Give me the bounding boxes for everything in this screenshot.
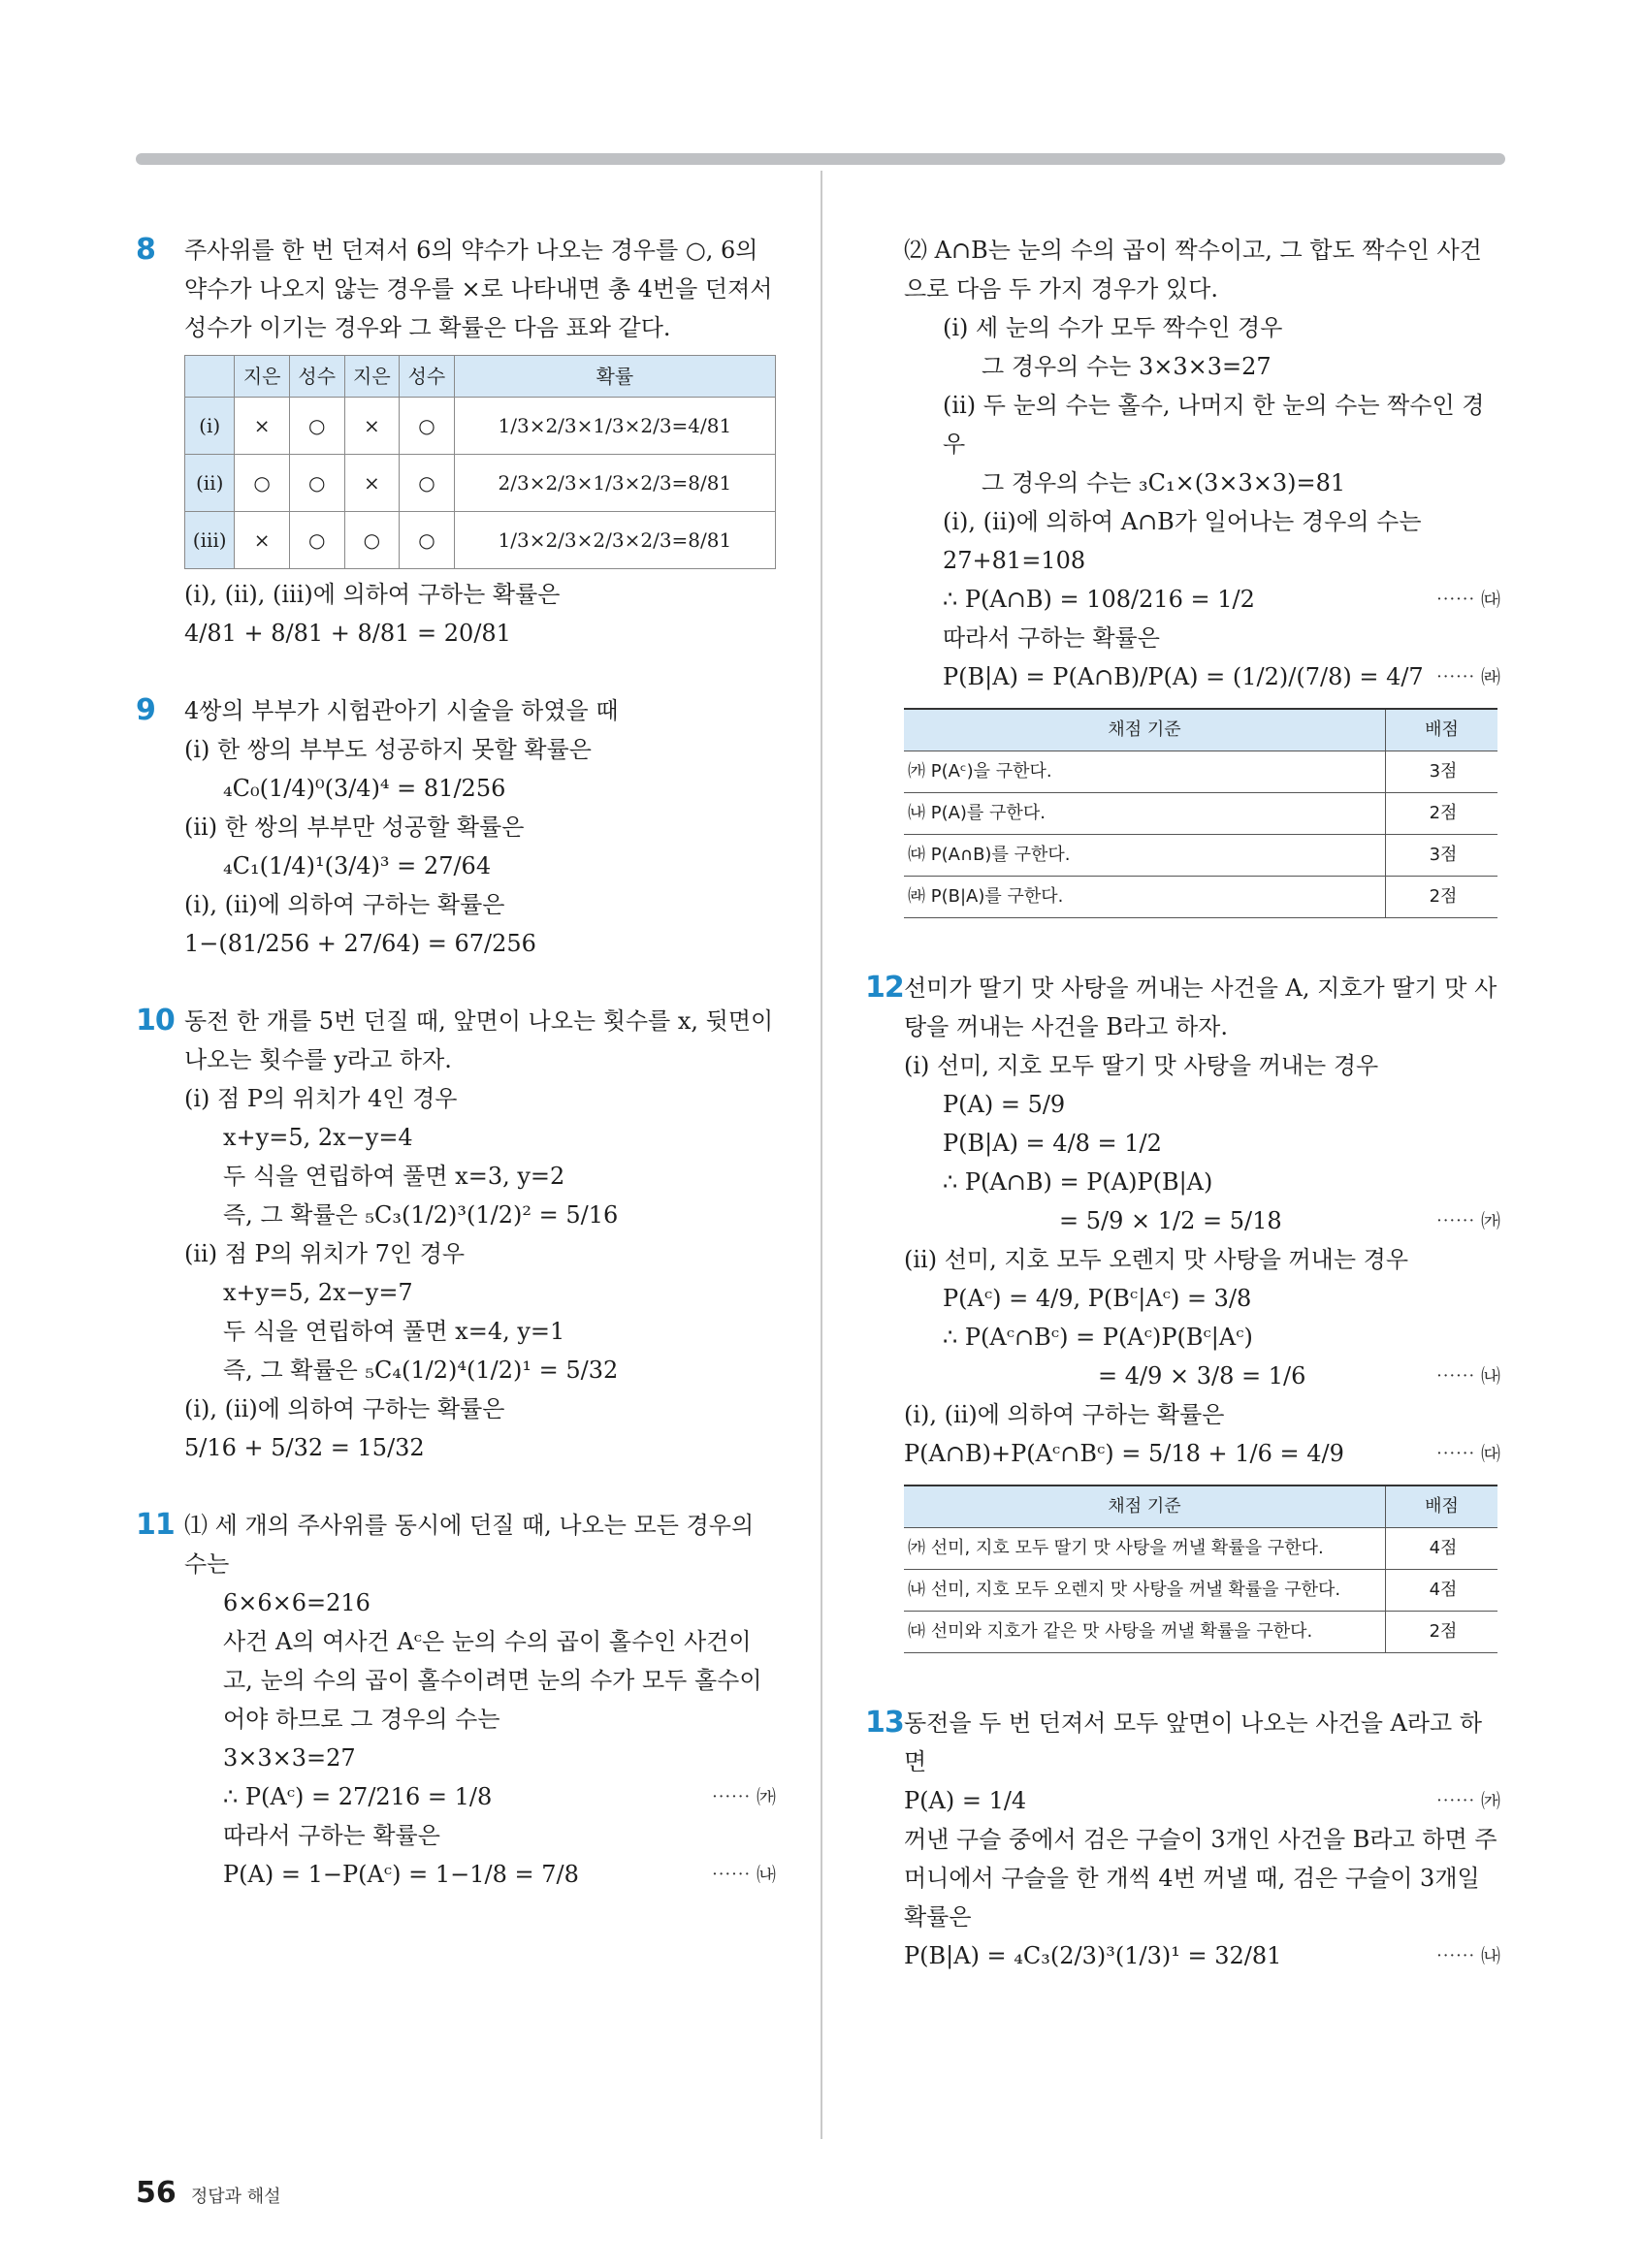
points: 4점	[1386, 1570, 1498, 1612]
problem-8	[136, 231, 776, 653]
solution-line: 두 식을 연립하여 풀면 x=3, y=2	[223, 1163, 565, 1190]
table-row	[904, 877, 1497, 918]
step-marker: ⋯⋯ ㈏	[1435, 1944, 1500, 1967]
formula-line: P(A) = 5/9	[943, 1091, 1066, 1118]
header-bar	[136, 153, 1505, 165]
table-row	[904, 793, 1497, 835]
table-cell: ○	[289, 455, 344, 512]
criterion: ㈐ 선미와 지호가 같은 맛 사탕을 꺼낼 확률을 구한다.	[904, 1612, 1386, 1653]
problem-number: 9	[136, 693, 155, 727]
step-marker: ⋯⋯ ㈑	[1435, 665, 1500, 688]
table-cell: ○	[400, 512, 455, 569]
problem-11-part2	[904, 231, 1500, 918]
points: 2점	[1386, 1612, 1498, 1653]
solution-line: (ⅰ) 세 눈의 수가 모두 짝수인 경우	[943, 314, 1283, 341]
formula-text: P(A) = 1/4	[904, 1787, 1027, 1814]
page-footer	[136, 2176, 281, 2210]
solution-line: (ⅰ), (ⅱ), (ⅲ)에 의하여 구하는 확률은	[184, 581, 561, 608]
problem-number: 11	[136, 1508, 175, 1542]
formula-line	[904, 1936, 1500, 1975]
points-header: 배점	[1386, 1485, 1498, 1528]
formula-text: P(A) = 1−P(Aᶜ) = 1−1/8 = 7/8	[223, 1861, 579, 1888]
criterion: ㈏ P(A)를 구한다.	[904, 793, 1386, 835]
solution-line: (ⅱ) 점 P의 위치가 7인 경우	[184, 1240, 466, 1267]
solution-line: (ⅰ), (ⅱ)에 의하여 구하는 확률은	[184, 891, 505, 918]
problem-13	[865, 1704, 1500, 1975]
table-cell: ○	[289, 512, 344, 569]
solution-line: (ⅰ), (ⅱ)에 의하여 A∩B가 일어나는 경우의 수는	[943, 508, 1422, 535]
step-marker: ⋯⋯ ㈎	[1435, 1789, 1500, 1812]
step-marker: ⋯⋯ ㈎	[711, 1785, 776, 1808]
formula-line: 3×3×3=27	[223, 1744, 356, 1772]
scoring-header: 채점 기준	[904, 709, 1386, 751]
solution-line: 두 식을 연립하여 풀면 x=4, y=1	[223, 1318, 565, 1345]
solution-line: (ⅰ), (ⅱ)에 의하여 구하는 확률은	[184, 1395, 505, 1422]
scoring-table	[904, 708, 1497, 918]
table-row	[185, 455, 776, 512]
solution-line: 꺼낸 구슬 중에서 검은 구슬이 3개인 사건을 B라고 하면 주머니에서 구슬을 한 개씩 4번 꺼낼 때, 검은 구슬이 3개일 확률은	[904, 1826, 1497, 1931]
problem-10	[136, 1002, 776, 1467]
solution-line: ⑵ A∩B는 눈의 수의 곱이 짝수이고, 그 합도 짝수인 사건으로 다음 두 가지 경우가 있다.	[904, 237, 1482, 303]
formula-line: ₄C₁(1/4)¹(3/4)³ = 27/64	[223, 852, 492, 879]
left-column	[136, 231, 776, 1894]
scoring-header: 채점 기준	[904, 1485, 1386, 1528]
solution-line: 사건 A의 여사건 Aᶜ은 눈의 수의 곱이 홀수인 사건이고, 눈의 수의 곱이 홀수이려면 눈의 수가 모두 홀수이어야 하므로 그 경우의 수는	[223, 1628, 762, 1733]
problem-text: 선미가 딸기 맛 사탕을 꺼내는 사건을 A, 지호가 딸기 맛 사탕을 꺼내는 사건을 B라고 하자.	[904, 974, 1497, 1040]
table-cell: ○	[400, 398, 455, 455]
formula-line: 4/81 + 8/81 + 8/81 = 20/81	[184, 620, 511, 647]
points-header: 배점	[1386, 709, 1498, 751]
row-label: (ⅱ)	[185, 455, 235, 512]
problem-9	[136, 691, 776, 963]
right-column	[865, 231, 1500, 1975]
formula-line: x+y=5, 2x−y=7	[223, 1279, 413, 1306]
formula-line: P(Aᶜ) = 4/9, P(Bᶜ|Aᶜ) = 3/8	[943, 1285, 1252, 1312]
formula-line: ∴ P(A∩B) = P(A)P(B|A)	[943, 1168, 1213, 1196]
formula-line: 6×6×6=216	[223, 1589, 370, 1616]
table-cell: ×	[344, 455, 400, 512]
table-cell: ○	[400, 455, 455, 512]
step-marker: ⋯⋯ ㈏	[1435, 1364, 1500, 1388]
table-header: 성수	[289, 356, 344, 398]
column-divider	[821, 171, 822, 2139]
formula-text: P(B|A) = P(A∩B)/P(A) = (1/2)/(7/8) = 4/7	[943, 663, 1424, 690]
formula-line: x+y=5, 2x−y=4	[223, 1124, 413, 1151]
points: 4점	[1386, 1528, 1498, 1570]
row-label: (ⅲ)	[185, 512, 235, 569]
table-header: 확률	[454, 356, 775, 398]
table-cell: ×	[235, 398, 290, 455]
table-cell: ○	[235, 455, 290, 512]
solution-line: (ⅰ), (ⅱ)에 의하여 구하는 확률은	[904, 1401, 1225, 1428]
formula-line	[184, 1777, 776, 1816]
solution-line: (ⅰ) 점 P의 위치가 4인 경우	[184, 1085, 458, 1112]
formula-line: 27+81=108	[943, 547, 1086, 574]
solution-line: 따라서 구하는 확률은	[943, 624, 1160, 652]
probability-cell: 1/3×2/3×2/3×2/3=8/81	[454, 512, 775, 569]
table-cell: ○	[289, 398, 344, 455]
formula-line	[904, 1434, 1500, 1473]
problem-number: 12	[865, 971, 904, 1005]
step-marker: ⋯⋯ ㈏	[711, 1863, 776, 1886]
solution-line: ⑴ 세 개의 주사위를 동시에 던질 때, 나오는 모든 경우의 수는	[184, 1512, 755, 1578]
table-row	[904, 1528, 1497, 1570]
points: 3점	[1386, 835, 1498, 877]
formula-line	[904, 1201, 1500, 1240]
problem-text: 4쌍의 부부가 시험관아기 시술을 하였을 때	[184, 697, 619, 724]
solution-line: (ⅰ) 선미, 지호 모두 딸기 맛 사탕을 꺼내는 경우	[904, 1052, 1379, 1079]
criterion: ㈐ P(A∩B)를 구한다.	[904, 835, 1386, 877]
formula-line	[904, 1781, 1500, 1820]
step-marker: ⋯⋯ ㈎	[1435, 1209, 1500, 1232]
formula-text: = 4/9 × 3/8 = 1/6	[1098, 1362, 1306, 1390]
table-row	[185, 398, 776, 455]
solution-line: (ⅱ) 두 눈의 수는 홀수, 나머지 한 눈의 수는 짝수인 경우	[943, 392, 1485, 458]
table-cell: ×	[344, 398, 400, 455]
scoring-table	[904, 1485, 1497, 1653]
points: 3점	[1386, 751, 1498, 793]
criterion: ㈎ P(Aᶜ)을 구한다.	[904, 751, 1386, 793]
problem-number: 13	[865, 1706, 904, 1740]
problem-text: 동전 한 개를 5번 던질 때, 앞면이 나오는 횟수를 x, 뒷면이 나오는 횟수를 y라고 하자.	[184, 1007, 774, 1073]
table-header: 지은	[235, 356, 290, 398]
formula-text: P(A∩B)+P(Aᶜ∩Bᶜ) = 5/18 + 1/6 = 4/9	[904, 1440, 1344, 1467]
table-cell: ×	[235, 512, 290, 569]
formula-line: ∴ P(Aᶜ∩Bᶜ) = P(Aᶜ)P(Bᶜ|Aᶜ)	[943, 1324, 1253, 1351]
formula-line: 1−(81/256 + 27/64) = 67/256	[184, 930, 536, 957]
formula-line: 즉, 그 확률은 ₅C₃(1/2)³(1/2)² = 5/16	[223, 1201, 619, 1229]
table-row	[904, 835, 1497, 877]
formula-line: 그 경우의 수는 ₃C₁×(3×3×3)=81	[982, 469, 1346, 496]
formula-line	[904, 1357, 1500, 1395]
problem-text: 동전을 두 번 던져서 모두 앞면이 나오는 사건을 A라고 하면	[904, 1709, 1483, 1775]
formula-line	[904, 580, 1500, 619]
points: 2점	[1386, 877, 1498, 918]
formula-line: 5/16 + 5/32 = 15/32	[184, 1434, 425, 1461]
table-cell: ○	[344, 512, 400, 569]
formula-text: ∴ P(Aᶜ) = 27/216 = 1/8	[223, 1783, 493, 1810]
step-marker: ⋯⋯ ㈐	[1435, 588, 1500, 611]
table-row	[904, 1612, 1497, 1653]
table-header: 지은	[344, 356, 400, 398]
criterion: ㈎ 선미, 지호 모두 딸기 맛 사탕을 꺼낼 확률을 구한다.	[904, 1528, 1386, 1570]
points: 2점	[1386, 793, 1498, 835]
formula-line: 즉, 그 확률은 ₅C₄(1/2)⁴(1/2)¹ = 5/32	[223, 1357, 619, 1384]
row-label: (ⅰ)	[185, 398, 235, 455]
formula-line: P(B|A) = 4/8 = 1/2	[943, 1130, 1162, 1157]
probability-cell: 2/3×2/3×1/3×2/3=8/81	[454, 455, 775, 512]
table-row	[185, 512, 776, 569]
formula-line	[184, 1855, 776, 1894]
page-number: 56	[136, 2176, 177, 2210]
solution-line: 따라서 구하는 확률은	[223, 1822, 440, 1849]
problem-11	[136, 1506, 776, 1894]
probability-cell: 1/3×2/3×1/3×2/3=4/81	[454, 398, 775, 455]
footer-label: 정답과 해설	[190, 2187, 281, 2207]
table-header: 성수	[400, 356, 455, 398]
criterion: ㈏ 선미, 지호 모두 오렌지 맛 사탕을 꺼낼 확률을 구한다.	[904, 1570, 1386, 1612]
problem-number: 8	[136, 233, 155, 267]
table-row	[904, 751, 1497, 793]
formula-text: P(B|A) = ₄C₃(2/3)³(1/3)¹ = 32/81	[904, 1942, 1282, 1969]
formula-line	[904, 657, 1500, 696]
solution-line: (ⅰ) 한 쌍의 부부도 성공하지 못할 확률은	[184, 736, 592, 763]
criterion: ㈑ P(B|A)를 구한다.	[904, 877, 1386, 918]
problem-text: 주사위를 한 번 던져서 6의 약수가 나오는 경우를 ○, 6의 약수가 나오지 않는 경우를 ×로 나타내면 총 4번을 던져서 성수가 이기는 경우와 그 확률은 다음 표와 같다.	[184, 237, 773, 341]
outcome-table	[184, 355, 776, 569]
problem-number: 10	[136, 1004, 175, 1038]
formula-line: ₄C₀(1/4)⁰(3/4)⁴ = 81/256	[223, 775, 506, 802]
formula-text: = 5/9 × 1/2 = 5/18	[1059, 1207, 1282, 1234]
table-row	[904, 1570, 1497, 1612]
formula-text: ∴ P(A∩B) = 108/216 = 1/2	[943, 586, 1255, 613]
problem-12	[865, 969, 1500, 1653]
step-marker: ⋯⋯ ㈐	[1435, 1442, 1500, 1465]
table-header	[185, 356, 235, 398]
formula-line: 그 경우의 수는 3×3×3=27	[982, 353, 1272, 380]
solution-line: (ⅱ) 선미, 지호 모두 오렌지 맛 사탕을 꺼내는 경우	[904, 1246, 1409, 1273]
solution-line: (ⅱ) 한 쌍의 부부만 성공할 확률은	[184, 814, 525, 841]
